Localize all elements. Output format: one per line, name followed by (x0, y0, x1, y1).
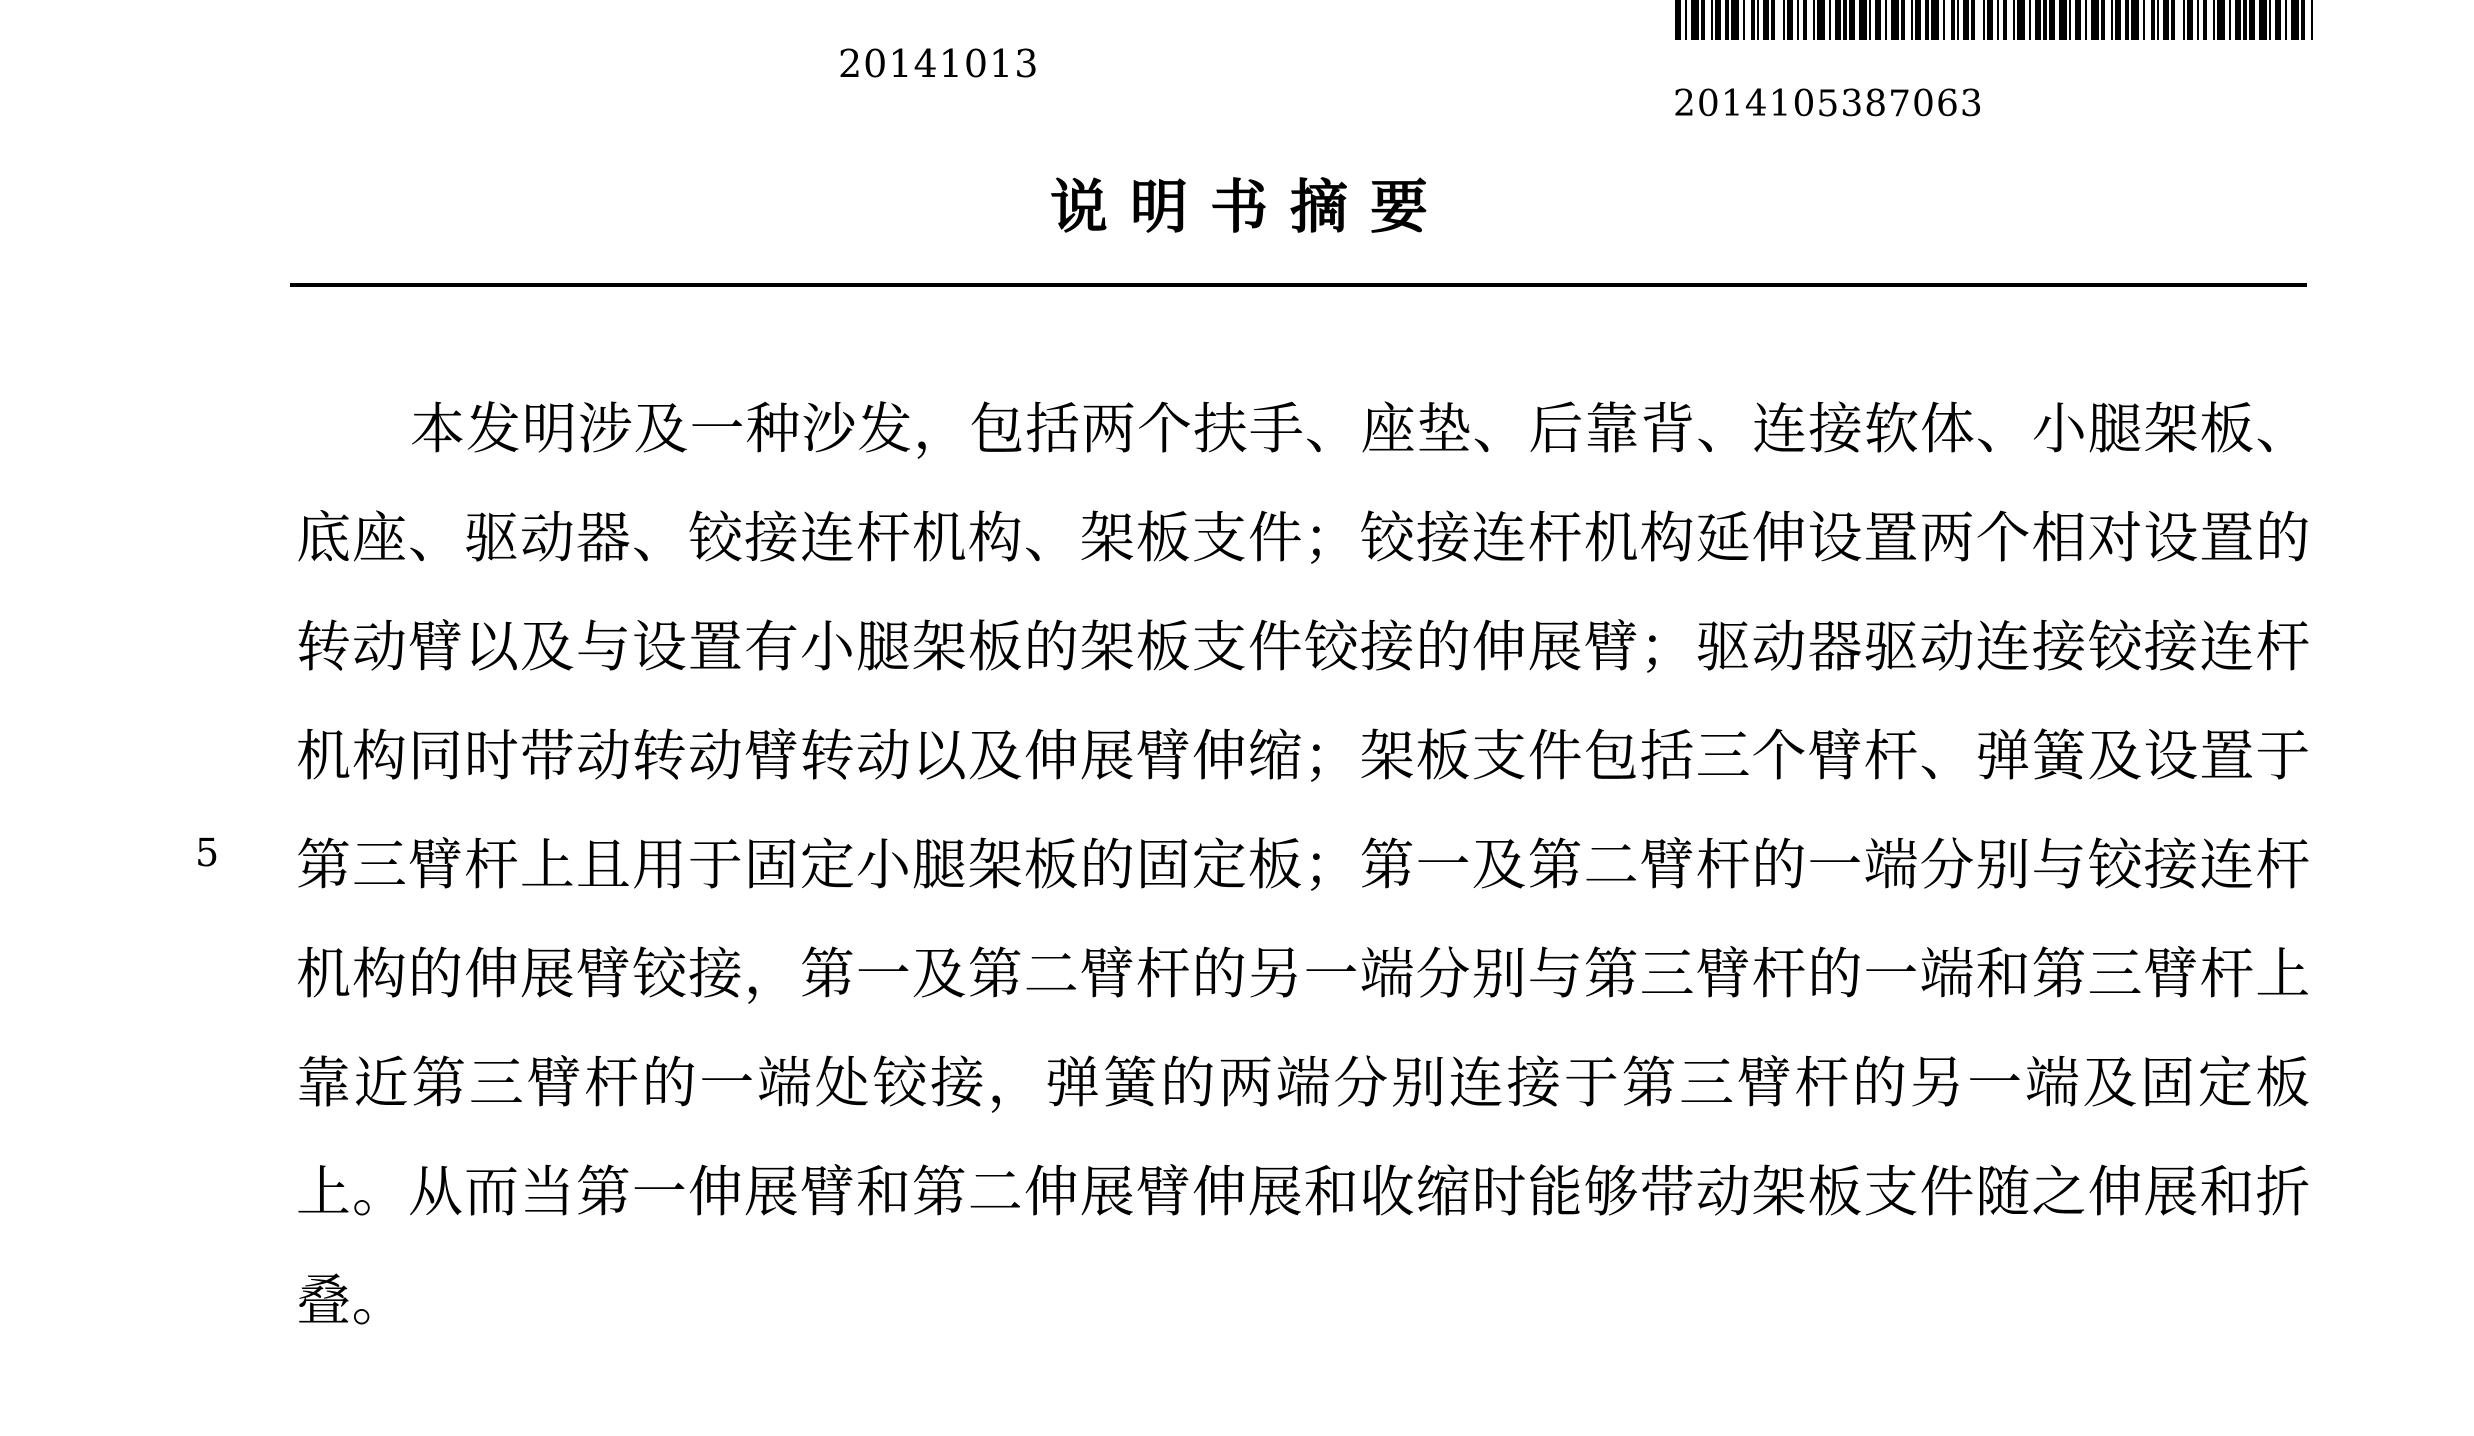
publication-date: 20141013 (838, 42, 1040, 86)
page-title: 说明书摘要 (1050, 173, 1451, 241)
title-divider (290, 283, 2307, 287)
application-number: 2014105387063 (1673, 84, 1984, 125)
barcode-image (1675, 0, 2315, 40)
abstract-paragraph: 本发明涉及一种沙发，包括两个扶手、座垫、后靠背、连接软体、小腿架板、底座、驱动器、铰接连杆机构、架板支件；铰接连杆机构延伸设置两个相对设置的转动臂以及与设置有小腿架板的架板支件铰接的伸展臂；驱动器驱动连接铰接连杆机构同时带动转动臂转动以及伸展臂伸缩；架板支件包括三个臂杆、弹簧及设置于第三臂杆上且用于固定小腿架板的固定板；第一及第二臂杆的一端分别与铰接连杆机构的伸展臂铰接，第一及第二臂杆的另一端分别与第三臂杆的一端和第三臂杆上靠近第三臂杆的一端处铰接，弹簧的两端分别连接于第三臂杆的另一端及固定板上。从而当第一伸展臂和第二伸展臂伸展和收缩时能够带动架板支件随之伸展和折叠。 (296, 397, 2311, 1333)
line-number-marker: 5 (195, 831, 220, 875)
